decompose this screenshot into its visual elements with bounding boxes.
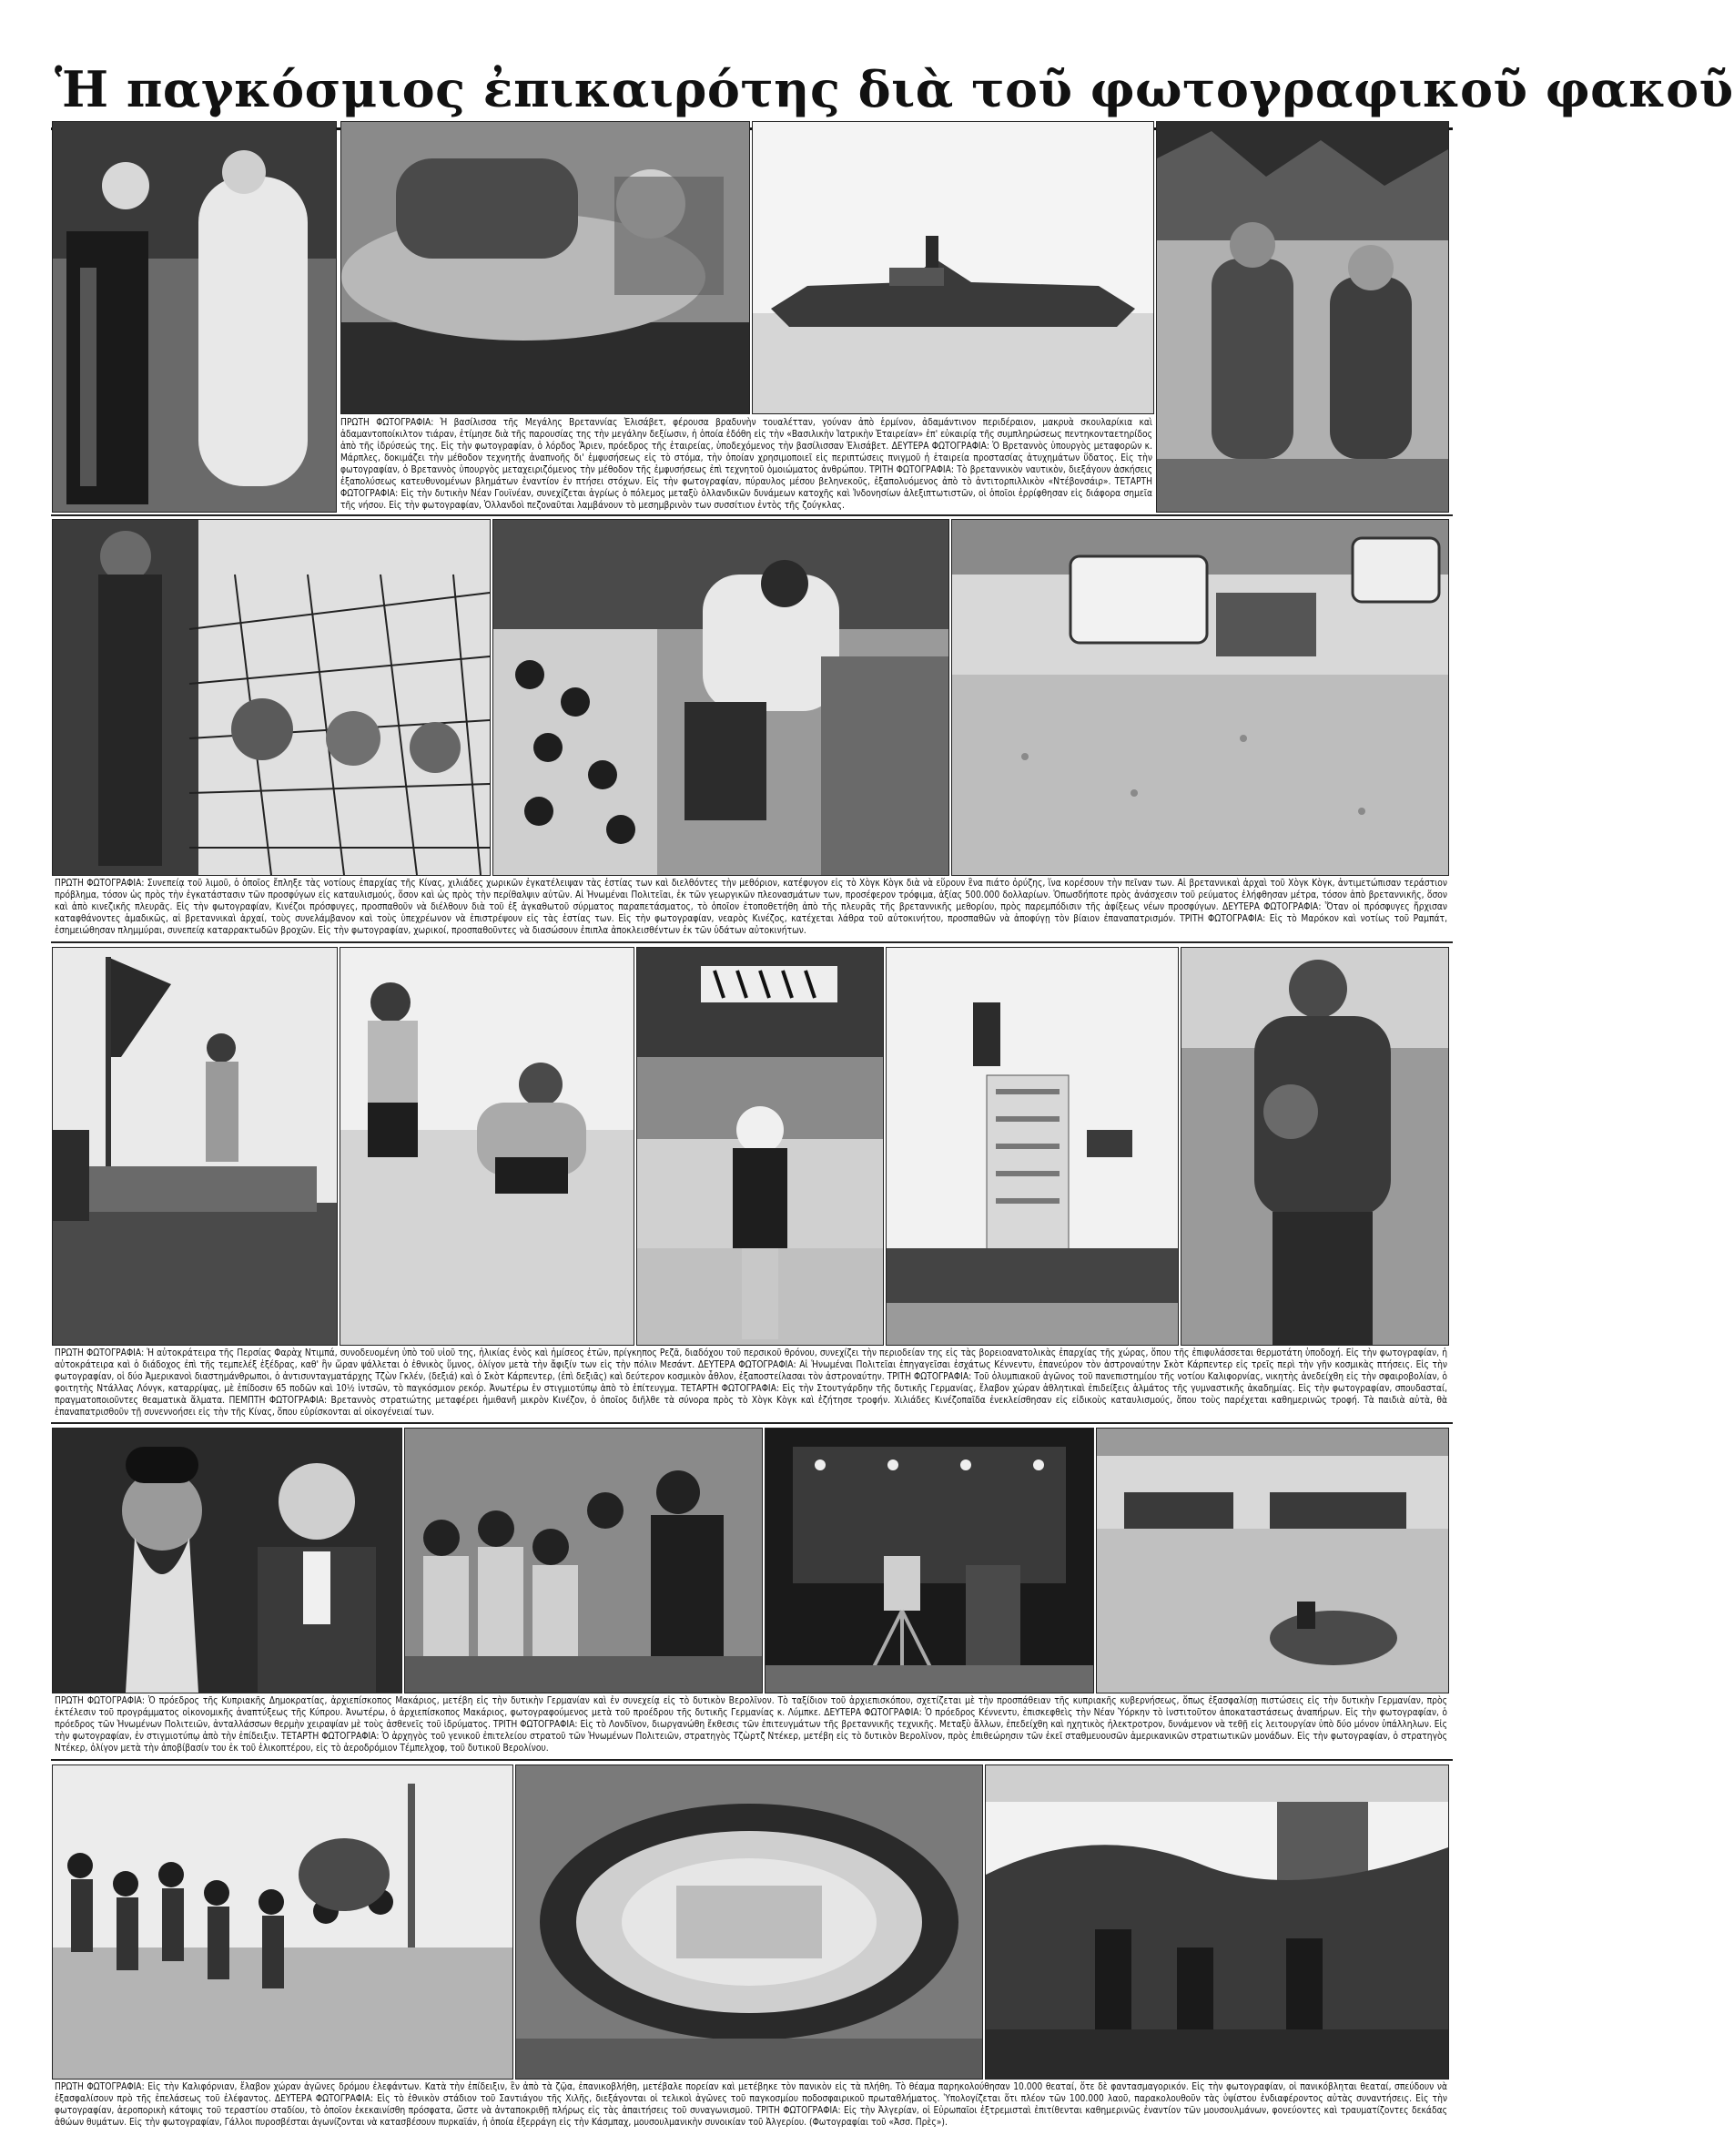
photo-makarios-luebke	[52, 1428, 402, 1693]
photo-shot-put-record	[636, 947, 884, 1346]
photo-soldier-carrying-child	[1181, 947, 1449, 1346]
photo-refugees-barbed-wire-fence	[52, 519, 491, 876]
photo-elephant-race-panic	[52, 1764, 513, 2080]
photo-morocco-flood-caravans	[951, 519, 1449, 876]
row-divider-3	[51, 1422, 1453, 1424]
photo-astronauts-beach	[340, 947, 634, 1346]
caption-row-5: ΠΡΩΤΗ ΦΩΤΟΓΡΑΦΙΑ: Εἰς τὴν Καλιφόρνιαν, ἔλαβον χώραν ἀγῶνες δρόμου ἐλεφάντων. Κατὰ τὴν ἐπίδειξιν, ἓν ἀπὸ τὰ ζῷα, ἐπανικοβλήθη, μετέβαλε πορείαν καὶ μετέβηκε τὸν πανικὸν εἰς τὰ πλήθη. Τὸ θέαμα παρηκολούθησαν 10.000 θεαταί, ὅτε δὲ φαντασμαγορικόν. Εἰς τὴν φωτογραφίαν, οἱ πανικόβληται θεαταί, σπεύδουν νὰ ἐξασφαλίσουν πρὸ τῆς ἐπελάσεως τοῦ ἐλέφαντος. ΔΕΥΤΕΡΑ ΦΩΤΟΓΡΑΦΙΑ: Εἰς τὸ ἐθνικὸν στάδιον τοῦ Σαντιάγου τῆς Χιλῆς, διεξάγονται οἱ τελικοὶ ἀγῶνες τοῦ παγκοσμίου ποδοσφαιρικοῦ πρωταθλήματος. Ὑπολογίζεται ὅτι πλέον τῶν 100.000 λαοῦ, παρακολουθοῦν τὰς ὑψίστου ἐνδιαφέροντος αὐτὰς συναντήσεις. Εἰς τὴν φωτογραφίαν, ἀεροπορικὴ κάτοψις τοῦ τεραστίου σταδίου, τὸ ὁποῖον ἐκεκαινίσθη πρόσφατα, ὥστε νὰ ἀνταποκριθῇ πλήρως εἰς τὰς ἀπαιτήσεις τοῦ συναγωνισμοῦ. ΤΡΙΤΗ ΦΩΤΟΓΡΑΦΙΑ: Εἰς τὴν Ἀλγερίαν, οἱ Εὐρωπαῖοι ἐξτρεμισταὶ ἐπιτίθενται καθημερινῶς ἐναντίον τῶν μουσουλμάνων, φονεύοντες καὶ τραυματίζοντες δεκάδας ἀθώων θυμάτων. Εἰς τὴν φωτογραφίαν, Γάλλοι πυροσβέσται ἀγωνίζονται νὰ κατασβέσουν πυρκαϊάν, ἡ ὁποία ἐξερράγη εἰς τὴν Κάσμπαχ, μουσουλμανικὴν συνοικίαν τοῦ Ἀλγερίου. (Φωτογραφίαι τοῦ «Ἀσσ. Πρὲς»).	[55, 2082, 1447, 2128]
photo-algiers-kasbah-fire	[985, 1764, 1449, 2080]
photo-queen-elizabeth-reception	[52, 121, 337, 513]
caption-row-4: ΠΡΩΤΗ ΦΩΤΟΓΡΑΦΙΑ: Ὁ πρόεδρος τῆς Κυπριακῆς Δημοκρατίας, ἀρχιεπίσκοπος Μακάριος, μετέβη εἰς τὴν δυτικὴν Γερμανίαν καὶ ἐν συνεχείᾳ εἰς τὸ δυτικὸν Βερολῖνον. Τὸ ταξίδιον τοῦ ἀρχιεπισκόπου, σχετίζεται μὲ τὴν προσπάθειαν τῆς κυπριακῆς κυβερνήσεως, ὅπως ἐξασφαλίσῃ πιστώσεις εἰς τὴν δυτικὴν Γερμανίαν, πρὸς ἐκτέλεσιν τοῦ προγράμματος οἰκονομικῆς ἀναπτύξεως τῆς Κύπρου. Ἀνωτέρω, ὁ ἀρχιεπίσκοπος Μακάριος, φωτογραφούμενος μετὰ τοῦ προέδρου τῆς δυτικῆς Γερμανίας κ. Λύμπκε. ΔΕΥΤΕΡΑ ΦΩΤΟΓΡΑΦΙΑ: Ὁ πρόεδρος Κέννεντυ, ἐπισκεφθεὶς τὴν Νέαν Ὑόρκην τὸ ἰνστιτοῦτον ἀποκαταστάσεως ἀναπήρων. Εἰς τὴν φωτογραφίαν, ὁ πρόεδρος τῶν Ἡνωμένων Πολιτειῶν, ἀνταλλάσσων θερμὴν χειραψίαν μὲ τοὺς ἀσθενεῖς τοῦ ἱδρύματος. ΤΡΙΤΗ ΦΩΤΟΓΡΑΦΙΑ: Εἰς τὸ Λονδῖνον, διωργανώθη ἔκθεσις τῶν ἐπιτευγμάτων τῆς βρεταννικῆς τεχνικῆς. Μεταξὺ ἄλλων, ἐπεδείχθη καὶ ηχητικὸς ἠλεκτροτρον, δυνάμενον νὰ τεθῇ εἰς λειτουργίαν ὑπὸ δύο μόνον ὑπάλληλων. Εἰς τὴν φωτογραφίαν, ἐν στιγμιοτύπῳ ἀπὸ τὴν ἐπίδειξιν. ΤΕΤΑΡΤΗ ΦΩΤΟΓΡΑΦΙΑ: Ὁ ἀρχηγὸς τοῦ γενικοῦ ἐπιτελείου στρατοῦ τῶν Ἡνωμένων Πολιτειῶν, στρατηγὸς Τζὼρτζ Ντέκερ, μετέβη εἰς τὸ δυτικὸν Βερολῖνον, πρὸς ἐπιθεώρησιν τῶν ἐκεῖ σταθμευουσῶν ἀμερικανικῶν στρατιωτικῶν μονάδων. Εἰς τὴν φωτογραφίαν, ὁ στρατηγὸς Ντέκερ, ὀλίγον μετὰ τὴν ἀποβίβασίν του ἐκ τοῦ ἑλικοπτέρου, εἰς τὸ ἀεροδρόμιον Τέμπελχοφ, τοῦ δυτικοῦ Βερολίνου.	[55, 1696, 1447, 1754]
photo-london-technology-exhibition	[765, 1428, 1094, 1693]
photo-general-decker-tempelhof	[1096, 1428, 1449, 1693]
row-divider-2	[51, 941, 1453, 943]
photo-kennedy-rehabilitation-institute	[404, 1428, 763, 1693]
photo-empress-farah-platform	[52, 947, 338, 1346]
photo-destroyer-missile-launch	[752, 121, 1154, 414]
row-divider-4	[51, 1759, 1453, 1761]
photo-santiago-national-stadium-aerial	[515, 1764, 983, 2080]
caption-row-2: ΠΡΩΤΗ ΦΩΤΟΓΡΑΦΙΑ: Συνεπείᾳ τοῦ λιμοῦ, ὁ ὁποῖος ἔπληξε τὰς νοτίους ἐπαρχίας τῆς Κίνας, χιλιάδες χωρικῶν ἐγκατέλειψαν τὰς ἑστίας των καὶ διελθόντες τὴν μεθόριον, κατέφυγον εἰς τὸ Χὸγκ Κὸγκ διὰ νὰ εὕρουν ἓνα πιάτο ὀρύζης, ἵνα κορέσουν τὴν πεῖναν των. Αἱ βρεταννικαὶ ἀρχαὶ τοῦ Χὸγκ Κὸγκ, ἀντιμετώπισαν τεράστιον πρόβλημα, τόσον ὡς πρὸς τὴν ἐγκατάστασιν τῶν προσφύγων εἰς καταυλισμούς, ὅσον καὶ ὡς πρὸς τὴν περίθαλψιν αὐτῶν. Αἱ Ἡνωμέναι Πολιτεῖαι, ἐκ τῶν γεωργικῶν πλεονασμάτων των, προσέφερον τρόφιμα, ἀξίας 500.000 δολλαρίων. Ὁπωσδήποτε πρὸς ἀνάσχεσιν τοῦ ρεύματος ἐλήφθησαν μέτρα, τόσον ἀπὸ βρεταννικῆς, ὅσον καὶ ἀπὸ κινεζικῆς πλευρᾶς. Εἰς τὴν φωτογραφίαν, Κινέζοι πρόσφυγες, προσπαθοῦν νὰ διέλθουν διὰ τοῦ ἐξ ἀγκαθωτοῦ σύρματος παραπετάσματος, τὸ ὁποῖον ἐτοποθετήθη ἀπὸ τῆς πλευρᾶς τῆς βρεταννικῆς μεθορίου, πρὸς παρεμπόδισιν τῆς ἀφίξεως νέων προσφύγων. ΔΕΥΤΕΡΑ ΦΩΤΟΓΡΑΦΙΑ: Ὅταν οἱ πρόσφυγες ἤρχισαν καταφθάνοντες ἁμαδικῶς, αἱ βρεταννικαὶ ἀρχαί, τοὺς συνελάμβανον καὶ τοὺς ὑπεχρέωνον νὰ ἐπιστρέψουν εἰς τὰς ἑστίας των. Εἰς τὴν φωτογραφίαν, νεαρὸς Κινέζος, κατέχεται λάθρα τοῦ αὐτοκινήτου, προσπαθῶν νὰ ἀποφύγῃ τὸν βίαιον ἐπαναπατρισμόν. ΤΡΙΤΗ ΦΩΤΟΓΡΑΦΙΑ: Εἰς τὸ Μαρόκον καὶ νοτίως τοῦ Ραμπάτ, ἐσημειώθησαν πλημμύραι, συνεπείᾳ καταρρακτωδῶν βροχῶν. Εἰς τὴν φωτογραφίαν, χωρικοί, προσπαθοῦντες νὰ διασώσουν ἐπιπλα ἀποκλεισθέντων ἐκ τῶν ὑδάτων αὐτοκινήτων.	[55, 879, 1447, 936]
photo-gymnasts-stuttgart	[886, 947, 1179, 1346]
caption-row-3: ΠΡΩΤΗ ΦΩΤΟΓΡΑΦΙΑ: Ἡ αὐτοκράτειρα τῆς Περσίας Φαρὰχ Ντιμπά, συνοδευομένη ὑπὸ τοῦ υἱοῦ της, ἡλικίας ἑνὸς καὶ ἡμίσεος ἐτῶν, πρίγκηπος Ρεζᾶ, διαδόχου τοῦ περσικοῦ θρόνου, συνεχίζει τὴν περιοδείαν της εἰς τὰς βορειοανατολικὰς ἐπαρχίας τῆς χώρας, ὅπου τῆς ἐπιφυλάσσεται θερμοτάτη ὑποδοχή. Εἰς τὴν φωτογραφίαν, ἡ αὐτοκράτειρα καὶ ὁ διάδοχος ἐπὶ τῆς τεμπελέξ ἐξέδρας, καθ' ἣν ὥραν ψάλλεται ὁ ἐθνικὸς ὕμνος, ὀλίγον μετὰ τὴν ἄφιξίν των εἰς τὴν πόλιν Μεσάντ. ΔΕΥΤΕΡΑ ΦΩΤΟΓΡΑΦΙΑ: Αἱ Ἡνωμέναι Πολιτεῖαι ἐπηγαγεῖσαι ἐσχάτως Κέννεντυ, ἐπανεύρον τὸν ἀστροναύτην Σκὸτ Κάρπεντερ εἰς τρεῖς περὶ τὴν γῆν κοσμικὰς πτήσεις. Εἰς τὴν φωτογραφίαν, οἱ δύο Ἀμερικανοὶ διαστημάνθρωποι, ὁ ἀντισυνταγματάρχης Τζὼν Γκλέν, (δεξιά) καὶ ὁ Σκὸτ Κάρπεντερ, (ἐπὶ δεξιᾶς) καὶ δεύτερον κοσμικὸν ἆθλον, ἐξαποστείλασαι τὸν ἀστροναύτην. ΤΡΙΤΗ ΦΩΤΟΓΡΑΦΙΑ: Τοῦ ὁλυμπιακοῦ ἀγῶνος τοῦ πανεπιστημίου τῆς νοτίου Καλιφορνίας, νικητὴς ἀνεδείχθη εἰς τὴν σφαιροβολίαν, ὁ φοιτητὴς Ντάλλας Λόνγκ, καταρρίψας, μὲ ἐπίδοσιν 65 ποδῶν καὶ 10½ ἰντσῶν, τὸ παγκόσμιον ρεκόρ. Ἀνωτέρω ἐν στιγμιοτύπῳ ἀπὸ τὸ ἐπίτευγμα. ΤΕΤΑΡΤΗ ΦΩΤΟΓΡΑΦΙΑ: Εἰς τὴν Στουτγάρδην τῆς δυτικῆς Γερμανίας, ἔλαβον χώραν ἀθλητικαὶ ἐπιδείξεις ἁλμάτος τῆς γυμναστικῆς ἀκαδημίας. Εἰς τὴν φωτογραφίαν, σπουδασταί, πραγματοποιοῦντες θεαματικὰ ἅλματα. ΠΕΜΠΤΗ ΦΩΤΟΓΡΑΦΙΑ: Βρεταννὸς στρατιώτης μεταφέρει ἡμιθανῆ μικρὸν Κινέζον, ὁ ὁποῖος διῆλθε τὰ σύνορα πρὸς τὸ Χὸγκ Κὸγκ καὶ ἐζήτησε τροφήν. Χιλιάδες Κινέζοπαῖδα ἐνεκλείσθησαν εἰς εἰδικοὺς καταυλισμούς, ὅπου τοὺς παρέχεται καθημερινῶς τροφή. Τὰ παιδιὰ αὐτὰ, θὰ ἐπαναπατρισθοῦν τῇ συνεννοήσει εἰς τὴν τῆς Κίνας, ὅπου εὑρίσκονται αἱ οἰκογένειαί των.	[55, 1348, 1447, 1418]
photo-dutch-marines-jungle	[1156, 121, 1449, 513]
page-headline: Ἡ παγκόσμιος ἐπικαιρότης διὰ τοῦ φωτογραφικοῦ φακοῦ	[55, 60, 1734, 118]
photo-minister-resuscitation-demo	[340, 121, 750, 414]
photo-refugee-youth-vehicle	[492, 519, 949, 876]
row-divider-1	[51, 514, 1453, 516]
caption-row-1: ΠΡΩΤΗ ΦΩΤΟΓΡΑΦΙΑ: Ἡ βασίλισσα τῆς Μεγάλης Βρεταννίας Ἐλισάβετ, φέρουσα βραδυνὴν τουαλέτταν, γούναν ἀπὸ ἑρμίνον, ἀδαμάντινον περιδέραιον, μακρυὰ σκουλαρίκια καὶ ἀδαμαντοποίκιλτον τιάραν, ἐτίμησε διὰ τῆς παρουσίας της τὴν μεγάλην δεξίωσιν, ἡ ὁποία ἐδόθη εἰς τὴν «Βασιλικὴν Ἰατρικὴν Ἑταιρείαν» ἐπ' εὐκαιρίᾳ τῆς συμπληρώσεως πεντηκονταετηρίδος ἀπὸ τῆς ἱδρύσεώς της. Εἰς τὴν φωτογραφίαν, ὁ λόρδος Ἄριεν, πρόεδρος τῆς ἑταιρείας, ὑποδεχόμενος τὴν βασίλισσαν Ἐλισάβετ. ΔΕΥΤΕΡΑ ΦΩΤΟΓΡΑΦΙΑ: Ὁ Βρεταννὸς ὑπουργὸς μεταφορῶν κ. Μάρπλες, δοκιμάζει τὴν μέθοδον τεχνητῆς ἀναπνοῆς δι' ἐμφυσήσεως εἰς τὸ στόμα, τὴν ὁποίαν χρησιμοποιεῖ εἰς περιπτώσεις πνιγμοῦ ἡ ἑταιρεία προστασίας ἀτυχημάτων ὕδατος. Εἰς τὴν φωτογραφίαν, ὁ Βρεταννὸς ὑπουργὸς μεταχειριζόμενος τὴν μέθοδον τῆς ἐμφυσήσεως ἐπὶ τεχνητοῦ ὁμοιώματος ἀνθρώπου. ΤΡΙΤΗ ΦΩΤΟΓΡΑΦΙΑ: Τὸ βρεταννικὸν ναυτικὸν, διεξάγουν ἀσκήσεις ἐξαπολύσεως κατευθυνομένων βλημάτων ἐναντίον ἐν πτήσει στόχων. Εἰς τὴν φωτογραφίαν, πύραυλος μέσου βεληνεκοῦς, ἐξαπολυόμενος ἀπὸ τὸ ἀντιτορπιλλικὸν «Ντέβονσάιρ». ΤΕΤΑΡΤΗ ΦΩΤΟΓΡΑΦΙΑ: Εἰς τὴν δυτικὴν Νέαν Γουϊνέαν, συνεχίζεται ἀγρίως ὁ πόλεμος μεταξὺ ὁλλανδικῶν δυνάμεων κατοχῆς καὶ Ἰνδονησίων ἀλεξιπτωτιστῶν, οἱ ὁποῖοι ἐρρίφθησαν εἰς διάφορα σημεῖα τῆς νήσου. Εἰς τὴν φωτογραφίαν, Ὁλλανδοὶ πεζοναῦται λαμβάνουν τὸ μεσημβρινὸν των συσσίτιον ἐντὸς τῆς ζούγκλας.	[340, 418, 1152, 511]
